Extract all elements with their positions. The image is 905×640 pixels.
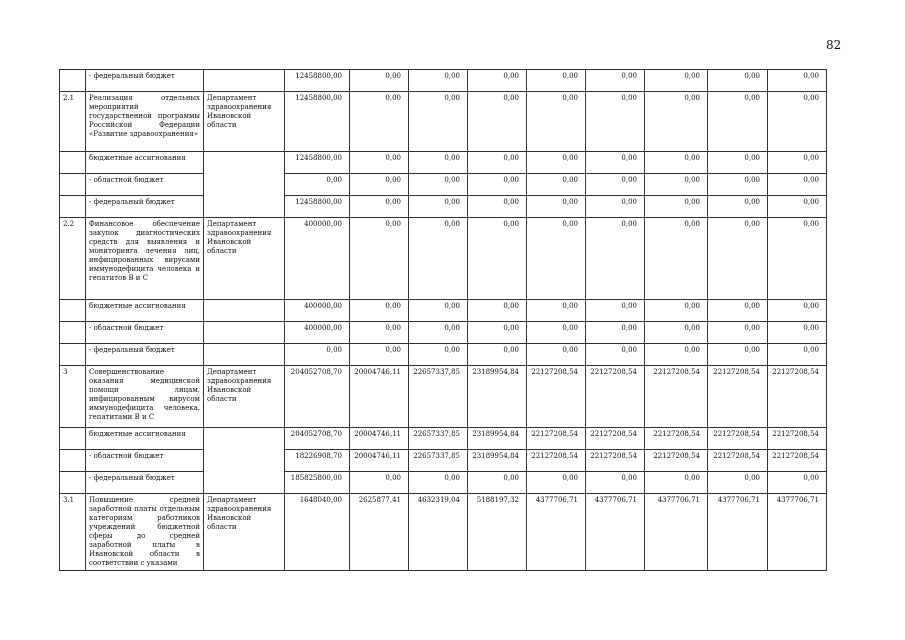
value-cell: 0,00 xyxy=(409,300,468,322)
value-cell: 185825800,00 xyxy=(285,472,350,494)
value-cell: 4377706,71 xyxy=(527,494,586,571)
row-number-cell xyxy=(60,300,86,322)
value-cell: 0,00 xyxy=(586,300,645,322)
value-cell: 400000,00 xyxy=(285,218,350,300)
value-cell: 5188197,32 xyxy=(468,494,527,571)
value-cell: 0,00 xyxy=(285,344,350,366)
value-cell: 0,00 xyxy=(350,300,409,322)
value-cell: 22127208,54 xyxy=(645,366,708,428)
executor-cell xyxy=(204,152,285,218)
table-row xyxy=(60,70,827,92)
value-cell: 0,00 xyxy=(768,152,827,174)
executor-cell xyxy=(204,322,285,344)
value-cell: 0,00 xyxy=(645,472,708,494)
row-number-cell: 3.1 xyxy=(60,494,86,571)
value-cell: 22127208,54 xyxy=(527,450,586,472)
value-cell: 0,00 xyxy=(527,344,586,366)
value-cell: 22657337,85 xyxy=(409,428,468,450)
executor-cell: Департамент здравоохранения Ивановской области xyxy=(204,366,285,428)
value-cell: 0,00 xyxy=(350,70,409,92)
value-cell: 0,00 xyxy=(768,70,827,92)
value-cell: 0,00 xyxy=(645,152,708,174)
value-cell: 0,00 xyxy=(468,344,527,366)
value-cell: 0,00 xyxy=(468,152,527,174)
value-cell: 0,00 xyxy=(527,92,586,152)
value-cell: 22127208,54 xyxy=(586,366,645,428)
table-row xyxy=(60,152,827,174)
value-cell: 0,00 xyxy=(527,174,586,196)
value-cell: 0,00 xyxy=(527,322,586,344)
value-cell: 22127208,54 xyxy=(586,428,645,450)
value-cell: 0,00 xyxy=(409,152,468,174)
row-number-cell xyxy=(60,174,86,196)
value-cell: 0,00 xyxy=(527,300,586,322)
value-cell: 18226908,70 xyxy=(285,450,350,472)
value-cell: 0,00 xyxy=(409,344,468,366)
value-cell: 0,00 xyxy=(586,196,645,218)
value-cell: 0,00 xyxy=(350,344,409,366)
value-cell: 0,00 xyxy=(768,174,827,196)
value-cell: 0,00 xyxy=(468,472,527,494)
value-cell: 0,00 xyxy=(350,218,409,300)
value-cell: 22127208,54 xyxy=(645,428,708,450)
row-number-cell xyxy=(60,70,86,92)
row-number-cell xyxy=(60,322,86,344)
row-number-cell xyxy=(60,196,86,218)
value-cell: 0,00 xyxy=(708,152,768,174)
table-row xyxy=(60,366,827,428)
value-cell: 0,00 xyxy=(409,174,468,196)
value-cell: 0,00 xyxy=(586,92,645,152)
value-cell: 0,00 xyxy=(468,70,527,92)
table-row xyxy=(60,322,827,344)
value-cell: 0,00 xyxy=(350,92,409,152)
value-cell: 22127208,54 xyxy=(586,450,645,472)
executor-cell xyxy=(204,300,285,322)
table-row xyxy=(60,472,827,494)
value-cell: 204052708,70 xyxy=(285,428,350,450)
row-name-cell: - областной бюджет xyxy=(86,174,204,196)
value-cell: 23189954,84 xyxy=(468,428,527,450)
table-row xyxy=(60,174,827,196)
value-cell: 0,00 xyxy=(468,322,527,344)
value-cell: 4377706,71 xyxy=(768,494,827,571)
value-cell: 0,00 xyxy=(708,344,768,366)
page-number: 82 xyxy=(826,38,842,52)
value-cell: 22127208,54 xyxy=(708,428,768,450)
value-cell: 0,00 xyxy=(768,300,827,322)
value-cell: 0,00 xyxy=(468,174,527,196)
value-cell: 0,00 xyxy=(645,344,708,366)
value-cell: 204052708,70 xyxy=(285,366,350,428)
row-number-cell xyxy=(60,472,86,494)
value-cell: 0,00 xyxy=(468,218,527,300)
table-row xyxy=(60,428,827,450)
value-cell: 22127208,54 xyxy=(768,428,827,450)
value-cell: 0,00 xyxy=(527,152,586,174)
row-name-cell: - федеральный бюджет xyxy=(86,70,204,92)
value-cell: 0,00 xyxy=(586,70,645,92)
executor-cell: Департамент здравоохранения Ивановской области xyxy=(204,218,285,300)
value-cell: 0,00 xyxy=(409,196,468,218)
value-cell: 20004746,11 xyxy=(350,366,409,428)
value-cell: 0,00 xyxy=(409,322,468,344)
value-cell: 0,00 xyxy=(527,218,586,300)
executor-cell: Департамент здравоохранения Ивановской области xyxy=(204,92,285,152)
row-name-cell: - федеральный бюджет xyxy=(86,196,204,218)
row-name-cell: бюджетные ассигнования xyxy=(86,428,204,450)
value-cell: 0,00 xyxy=(586,152,645,174)
value-cell: 20004746,11 xyxy=(350,428,409,450)
row-name-cell: - федеральный бюджет xyxy=(86,472,204,494)
value-cell: 0,00 xyxy=(768,92,827,152)
value-cell: 4632319,04 xyxy=(409,494,468,571)
value-cell: 12458800,00 xyxy=(285,92,350,152)
table-row xyxy=(60,196,827,218)
value-cell: 4377706,71 xyxy=(586,494,645,571)
value-cell: 0,00 xyxy=(768,322,827,344)
table-row xyxy=(60,494,827,571)
value-cell: 23189954,84 xyxy=(468,450,527,472)
row-number-cell xyxy=(60,344,86,366)
value-cell: 23189954,84 xyxy=(468,366,527,428)
value-cell: 2625877,41 xyxy=(350,494,409,571)
row-number-cell xyxy=(60,152,86,174)
value-cell: 22657337,85 xyxy=(409,366,468,428)
row-number-cell: 2.2 xyxy=(60,218,86,300)
value-cell: 400000,00 xyxy=(285,300,350,322)
row-number-cell: 2.1 xyxy=(60,92,86,152)
row-name-cell: Повышение средней заработной платы отдельным категориям работников учреждений бюджетной сферы до средней заработной платы в Ивановской области в соответствии с указами xyxy=(86,494,204,571)
value-cell: 0,00 xyxy=(768,472,827,494)
value-cell: 22127208,54 xyxy=(708,450,768,472)
value-cell: 0,00 xyxy=(768,218,827,300)
row-name-cell: - областной бюджет xyxy=(86,322,204,344)
value-cell: 22127208,54 xyxy=(768,450,827,472)
row-number-cell xyxy=(60,428,86,450)
value-cell: 0,00 xyxy=(708,196,768,218)
row-name-cell: - областной бюджет xyxy=(86,450,204,472)
value-cell: 0,00 xyxy=(645,174,708,196)
row-name-cell: бюджетные ассигнования xyxy=(86,152,204,174)
executor-cell xyxy=(204,428,285,494)
value-cell: 22127208,54 xyxy=(708,366,768,428)
value-cell: 400000,00 xyxy=(285,322,350,344)
value-cell: 12458800,00 xyxy=(285,70,350,92)
value-cell: 0,00 xyxy=(586,344,645,366)
value-cell: 22127208,54 xyxy=(527,366,586,428)
value-cell: 0,00 xyxy=(468,196,527,218)
value-cell: 12458800,00 xyxy=(285,196,350,218)
value-cell: 0,00 xyxy=(468,92,527,152)
budget-table xyxy=(59,69,827,571)
executor-cell: Департамент здравоохранения Ивановской области xyxy=(204,494,285,571)
row-name-cell: - федеральный бюджет xyxy=(86,344,204,366)
value-cell: 22657337,85 xyxy=(409,450,468,472)
value-cell: 22127208,54 xyxy=(527,428,586,450)
value-cell: 0,00 xyxy=(409,472,468,494)
table-row xyxy=(60,92,827,152)
value-cell: 0,00 xyxy=(350,322,409,344)
value-cell: 0,00 xyxy=(285,174,350,196)
row-number-cell xyxy=(60,450,86,472)
value-cell: 4377706,71 xyxy=(708,494,768,571)
value-cell: 0,00 xyxy=(586,322,645,344)
value-cell: 0,00 xyxy=(409,92,468,152)
value-cell: 0,00 xyxy=(350,196,409,218)
table-row xyxy=(60,344,827,366)
value-cell: 0,00 xyxy=(586,174,645,196)
value-cell: 0,00 xyxy=(645,92,708,152)
value-cell: 0,00 xyxy=(708,472,768,494)
value-cell: 0,00 xyxy=(708,92,768,152)
value-cell: 0,00 xyxy=(708,322,768,344)
value-cell: 0,00 xyxy=(645,300,708,322)
value-cell: 0,00 xyxy=(350,472,409,494)
value-cell: 0,00 xyxy=(708,218,768,300)
row-name-cell: Реализация отдельных мероприятий государственной программы Российской Федерации «Развитие здравоохранения» xyxy=(86,92,204,152)
value-cell: 4377706,71 xyxy=(645,494,708,571)
value-cell: 0,00 xyxy=(468,300,527,322)
value-cell: 0,00 xyxy=(645,70,708,92)
table-row xyxy=(60,218,827,300)
value-cell: 0,00 xyxy=(768,196,827,218)
value-cell: 0,00 xyxy=(645,218,708,300)
value-cell: 0,00 xyxy=(768,344,827,366)
value-cell: 0,00 xyxy=(645,322,708,344)
row-name-cell: бюджетные ассигнования xyxy=(86,300,204,322)
value-cell: 0,00 xyxy=(586,218,645,300)
value-cell: 0,00 xyxy=(586,472,645,494)
row-name-cell: Совершенствование оказания медицинской помощи лицам, инфицированным вирусом иммунодефицита человека, гепатитами В и С xyxy=(86,366,204,428)
row-name-cell: Финансовое обеспечение закупок диагностических средств для выявления и мониторинга лечения лиц, инфицированных вирусами иммунодефицита человека и гепатитов В и С xyxy=(86,218,204,300)
value-cell: 1648040,00 xyxy=(285,494,350,571)
value-cell: 22127208,54 xyxy=(645,450,708,472)
value-cell: 0,00 xyxy=(708,174,768,196)
value-cell: 0,00 xyxy=(527,472,586,494)
value-cell: 22127208,54 xyxy=(768,366,827,428)
value-cell: 0,00 xyxy=(527,70,586,92)
value-cell: 0,00 xyxy=(409,218,468,300)
value-cell: 0,00 xyxy=(708,300,768,322)
row-number-cell: 3 xyxy=(60,366,86,428)
value-cell: 20004746,11 xyxy=(350,450,409,472)
value-cell: 0,00 xyxy=(409,70,468,92)
value-cell: 0,00 xyxy=(645,196,708,218)
value-cell: 0,00 xyxy=(350,152,409,174)
value-cell: 12458800,00 xyxy=(285,152,350,174)
value-cell: 0,00 xyxy=(708,70,768,92)
executor-cell xyxy=(204,344,285,366)
table-row xyxy=(60,450,827,472)
value-cell: 0,00 xyxy=(527,196,586,218)
value-cell: 0,00 xyxy=(350,174,409,196)
executor-cell xyxy=(204,70,285,92)
table-row xyxy=(60,300,827,322)
